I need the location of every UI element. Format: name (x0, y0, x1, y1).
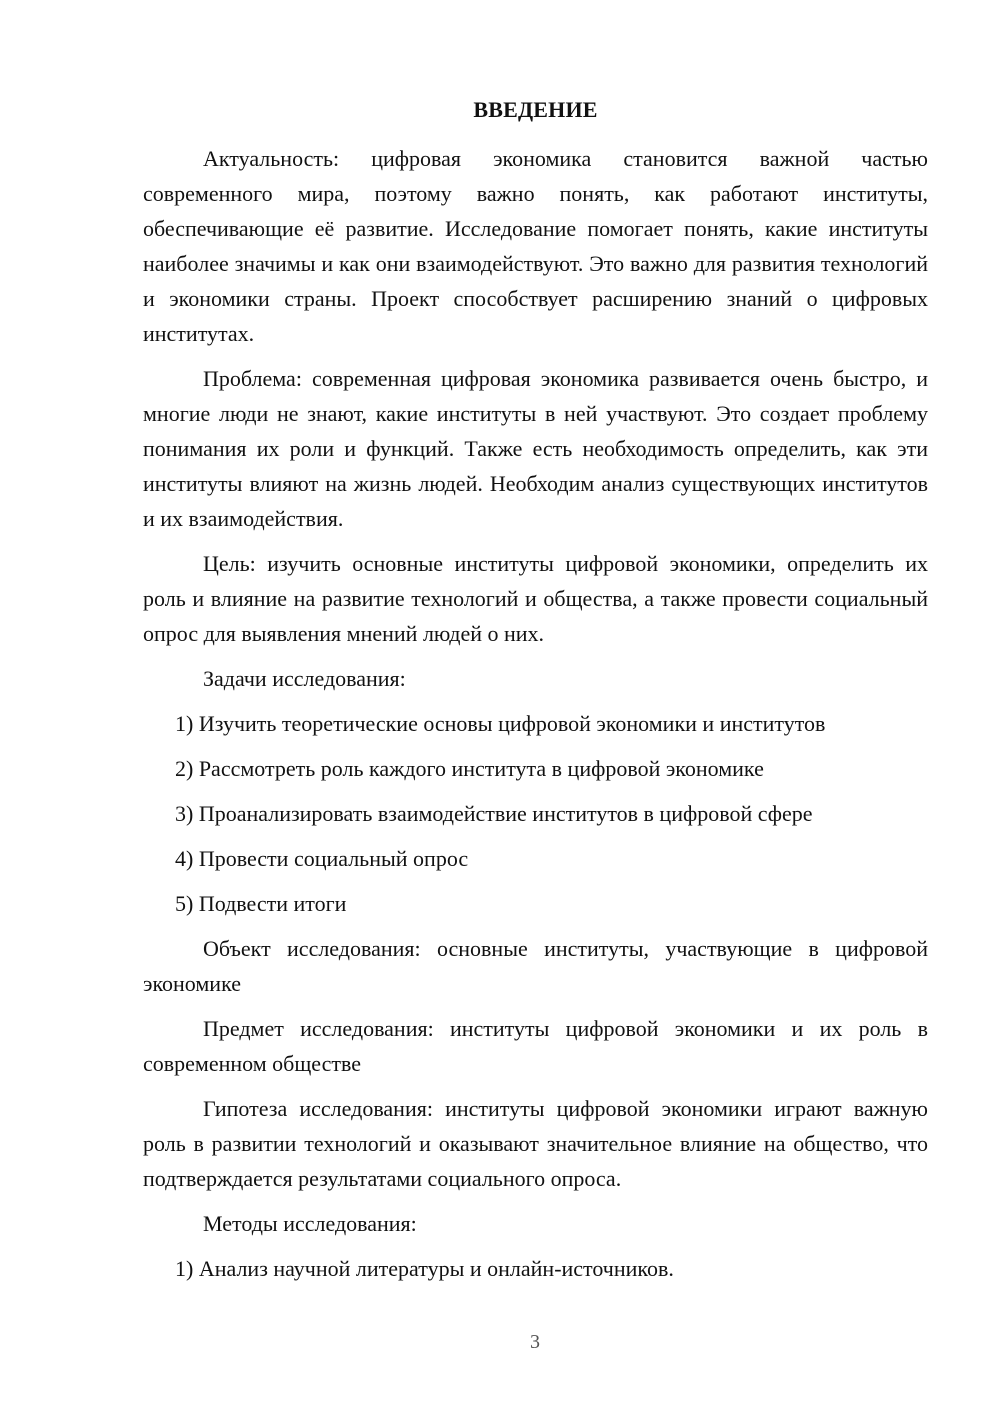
page-number: 3 (530, 1331, 540, 1353)
page-title: ВВЕДЕНИЕ (473, 97, 598, 122)
relevance-paragraph: Актуальность: цифровая экономика становится важной частью современного мира, поэтому важно понять, как работают институты, обеспечивающие её развитие. Исследование помогает понять, какие институты наиболее значимы и как они взаимодействуют. Это важно для развития технологий и экономики страны. Проект способствует расширению знаний о цифровых институтах. (143, 146, 928, 346)
methods-heading: Методы исследования: (203, 1211, 417, 1236)
task-item: 4) Провести социальный опрос (175, 846, 469, 871)
tasks-heading: Задачи исследования: (203, 666, 406, 691)
subject-paragraph: Предмет исследования: институты цифровой экономики и их роль в современном обществе (143, 1016, 928, 1076)
task-item: 2) Рассмотреть роль каждого института в цифровой экономике (175, 756, 764, 781)
hypothesis-paragraph: Гипотеза исследования: институты цифровой экономики играют важную роль в развитии технологий и оказывают значительное влияние на общество, что подтверждается результатами социального опроса. (143, 1096, 928, 1191)
task-item: 1) Изучить теоретические основы цифровой экономики и институтов (175, 711, 826, 736)
task-item: 5) Подвести итоги (175, 891, 347, 916)
goal-paragraph: Цель: изучить основные институты цифровой экономики, определить их роль и влияние на развитие технологий и общества, а также провести социальный опрос для выявления мнений людей о них. (143, 551, 928, 646)
object-paragraph: Объект исследования: основные институты, участвующие в цифровой экономике (143, 936, 928, 996)
method-item: 1) Анализ научной литературы и онлайн-источников. (175, 1256, 674, 1281)
page-content (143, 92, 928, 1296)
problem-paragraph: Проблема: современная цифровая экономика развивается очень быстро, и многие люди не знают, какие институты в ней участвуют. Это создает проблему понимания их роли и функций. Также есть необходимость определить, как эти институты влияют на жизнь людей. Необходим анализ существующих институтов и их взаимодействия. (143, 366, 928, 531)
task-item: 3) Проанализировать взаимодействие институтов в цифровой сфере (175, 801, 813, 826)
